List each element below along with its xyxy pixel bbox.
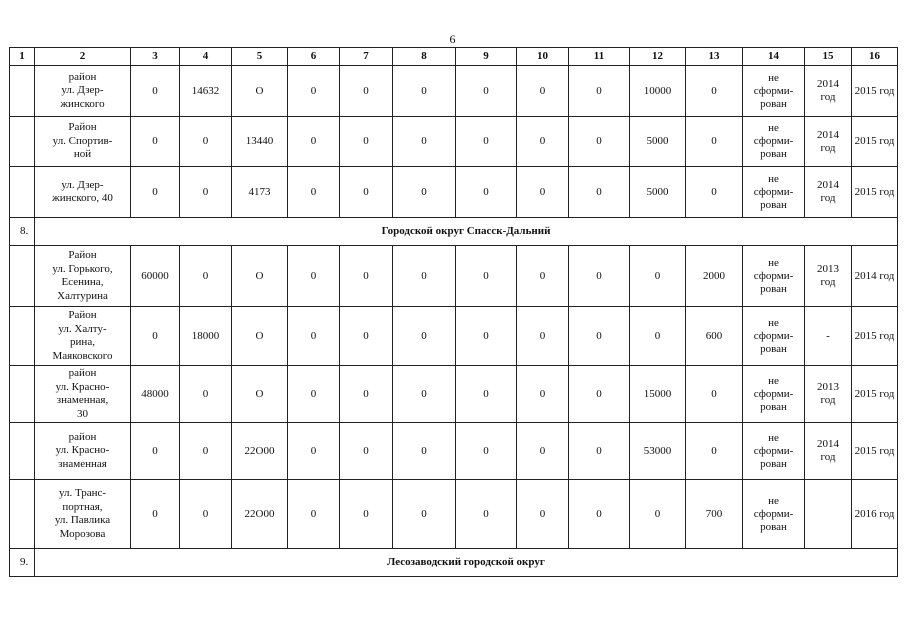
cell-line: 2014 — [817, 438, 839, 450]
row-number-cell — [10, 480, 35, 549]
cell-line: Район — [68, 309, 97, 321]
value-cell: 0 — [569, 246, 630, 307]
cell-line: район — [68, 367, 97, 379]
value-cell: 0 — [288, 480, 340, 549]
cell-line: сформи- — [753, 387, 794, 400]
value-cell: 10000 — [630, 66, 686, 117]
value-cell: 0 — [456, 366, 517, 423]
cell-line: 2014 — [817, 179, 839, 191]
value-cell: 60000 — [131, 246, 180, 307]
value-cell: 0 — [131, 423, 180, 480]
year-end-cell: 2014 год — [852, 246, 898, 307]
value-cell: 0 — [131, 117, 180, 167]
cell-line: рован — [760, 342, 787, 355]
column-header: 15 — [805, 48, 852, 66]
cell-line: ул. Красно- — [55, 380, 110, 393]
value-cell: 0 — [686, 117, 743, 167]
year-start-cell — [805, 366, 852, 423]
year-start-cell — [805, 307, 852, 366]
year-end-cell: 2015 год — [852, 66, 898, 117]
cell-line: Район — [68, 249, 97, 261]
value-cell: 0 — [393, 167, 456, 218]
cell-line: рован — [760, 520, 787, 533]
value-cell: 48000 — [131, 366, 180, 423]
value-cell: 0 — [180, 423, 232, 480]
column-header: 8 — [393, 48, 456, 66]
cell-line: ул. Халту- — [58, 322, 107, 335]
column-header: 9 — [456, 48, 517, 66]
cell-line: рован — [760, 457, 787, 470]
column-header: 2 — [35, 48, 131, 66]
value-cell: 0 — [288, 246, 340, 307]
cell-line: сформи- — [753, 269, 794, 282]
row-number-cell — [10, 117, 35, 167]
value-cell: 0 — [131, 167, 180, 218]
row-number-cell — [10, 246, 35, 307]
cell-line: не — [768, 494, 779, 507]
value-cell: 22О00 — [232, 423, 288, 480]
row-number-cell — [10, 167, 35, 218]
value-cell: О — [232, 366, 288, 423]
section-row — [10, 549, 898, 577]
value-cell: 53000 — [630, 423, 686, 480]
cell-line: не — [768, 431, 779, 444]
status-cell — [743, 167, 805, 218]
value-cell: 0 — [393, 480, 456, 549]
cell-line: сформи- — [753, 444, 794, 457]
cell-line: не — [768, 71, 779, 84]
value-cell: 4173 — [232, 167, 288, 218]
value-cell: 0 — [131, 66, 180, 117]
value-cell: 22О00 — [232, 480, 288, 549]
column-header: 6 — [288, 48, 340, 66]
value-cell: 0 — [393, 366, 456, 423]
value-cell: 600 — [686, 307, 743, 366]
value-cell: 0 — [288, 66, 340, 117]
value-cell: 0 — [288, 366, 340, 423]
value-cell: 0 — [456, 246, 517, 307]
value-cell: 0 — [686, 366, 743, 423]
year-end-cell: 2015 год — [852, 366, 898, 423]
value-cell: 0 — [180, 480, 232, 549]
value-cell: 0 — [517, 117, 569, 167]
cell-line: год — [820, 451, 836, 463]
table-row — [10, 246, 898, 307]
value-cell: 0 — [517, 366, 569, 423]
year-start-cell — [805, 423, 852, 480]
status-cell — [743, 117, 805, 167]
section-title: Лесозаводский городской округ — [35, 549, 898, 577]
value-cell: 0 — [340, 246, 393, 307]
value-cell: 0 — [131, 480, 180, 549]
status-cell — [743, 480, 805, 549]
cell-line: ул. Спортив- — [52, 134, 113, 147]
value-cell: 0 — [456, 307, 517, 366]
value-cell: 15000 — [630, 366, 686, 423]
column-header: 14 — [743, 48, 805, 66]
value-cell: 0 — [630, 480, 686, 549]
cell-line: 2013 — [817, 381, 839, 393]
value-cell: 0 — [131, 307, 180, 366]
value-cell: О — [232, 66, 288, 117]
cell-line: Маяковского — [52, 349, 113, 362]
table-row — [10, 167, 898, 218]
value-cell: 0 — [288, 423, 340, 480]
column-header: 1 — [10, 48, 35, 66]
year-end-cell: 2015 год — [852, 307, 898, 366]
cell-line: ул. Павлика — [54, 514, 111, 526]
cell-line: ной — [73, 148, 92, 161]
value-cell: 0 — [517, 167, 569, 218]
status-cell — [743, 66, 805, 117]
cell-line: сформи- — [753, 84, 794, 97]
value-cell: 0 — [393, 423, 456, 480]
cell-line: ул. Дзер- — [61, 84, 104, 97]
column-header: 13 — [686, 48, 743, 66]
section-number: 9. — [10, 549, 35, 577]
value-cell: 0 — [569, 66, 630, 117]
year-start-cell — [805, 66, 852, 117]
cell-line: сформи- — [753, 329, 794, 342]
cell-line: сформи- — [753, 135, 794, 147]
value-cell: 18000 — [180, 307, 232, 366]
location-cell — [35, 167, 131, 218]
year-end-cell: 2016 год — [852, 480, 898, 549]
section-title: Городской округ Спасск-Дальний — [35, 218, 898, 246]
value-cell: 5000 — [630, 117, 686, 167]
cell-line: Есенина, — [61, 276, 104, 288]
year-start-cell — [805, 167, 852, 218]
cell-line: год — [820, 91, 836, 103]
value-cell: 0 — [517, 307, 569, 366]
header-row — [10, 48, 898, 66]
value-cell: 14632 — [180, 66, 232, 117]
cell-line: портная, — [62, 500, 103, 513]
table-row — [10, 480, 898, 549]
cell-line: район — [68, 70, 97, 83]
table-row — [10, 117, 898, 167]
cell-line: ул. Красно- — [55, 444, 110, 457]
value-cell: 0 — [180, 366, 232, 423]
cell-line: сформи- — [753, 507, 794, 520]
value-cell: 0 — [569, 167, 630, 218]
table-row — [10, 366, 898, 423]
status-cell — [743, 423, 805, 480]
cell-line: район — [68, 430, 97, 443]
column-header: 5 — [232, 48, 288, 66]
cell-line: ул. Транс- — [58, 487, 107, 499]
location-cell — [35, 246, 131, 307]
value-cell: 0 — [340, 423, 393, 480]
column-header: 3 — [131, 48, 180, 66]
table-row — [10, 307, 898, 366]
cell-line: 2014 — [817, 78, 839, 90]
value-cell: 0 — [288, 117, 340, 167]
value-cell: 0 — [517, 423, 569, 480]
cell-line: год — [820, 394, 836, 406]
value-cell: 0 — [393, 246, 456, 307]
cell-line: знаменная — [58, 457, 107, 470]
section-row — [10, 218, 898, 246]
value-cell: 0 — [340, 366, 393, 423]
value-cell: 0 — [517, 66, 569, 117]
cell-line: Район — [68, 121, 97, 134]
column-header: 16 — [852, 48, 898, 66]
status-cell — [743, 246, 805, 307]
value-cell: 0 — [686, 423, 743, 480]
value-cell: 0 — [180, 117, 232, 167]
year-end-cell: 2015 год — [852, 167, 898, 218]
location-cell — [35, 66, 131, 117]
location-cell — [35, 480, 131, 549]
cell-line: 2014 — [817, 128, 839, 141]
column-header: 10 — [517, 48, 569, 66]
row-number-cell — [10, 66, 35, 117]
value-cell: 2000 — [686, 246, 743, 307]
cell-line: не — [768, 122, 779, 134]
location-cell — [35, 366, 131, 423]
table-row — [10, 66, 898, 117]
status-cell — [743, 366, 805, 423]
value-cell: 0 — [393, 117, 456, 167]
cell-line: 2013 — [817, 263, 839, 275]
value-cell: О — [232, 246, 288, 307]
year-start-cell — [805, 246, 852, 307]
value-cell: 0 — [456, 66, 517, 117]
cell-line: год — [820, 141, 836, 154]
value-cell: 0 — [569, 117, 630, 167]
value-cell: 0 — [456, 423, 517, 480]
cell-line: рован — [760, 97, 787, 110]
value-cell: 0 — [393, 307, 456, 366]
cell-line: жинского, 40 — [52, 192, 113, 204]
table-row — [10, 423, 898, 480]
location-cell — [35, 307, 131, 366]
cell-line: 30 — [77, 407, 88, 420]
value-cell: 0 — [288, 167, 340, 218]
column-header: 4 — [180, 48, 232, 66]
value-cell: 0 — [393, 66, 456, 117]
value-cell: 0 — [340, 307, 393, 366]
cell-line: не — [768, 172, 779, 185]
value-cell: 0 — [180, 167, 232, 218]
cell-line: рован — [760, 282, 787, 295]
value-cell: 0 — [340, 117, 393, 167]
year-start-cell — [805, 117, 852, 167]
section-number: 8. — [10, 218, 35, 246]
page-number: 6 — [449, 32, 456, 46]
value-cell: 5000 — [630, 167, 686, 218]
value-cell: 0 — [456, 117, 517, 167]
value-cell: 0 — [517, 480, 569, 549]
value-cell: 0 — [569, 366, 630, 423]
location-cell — [35, 117, 131, 167]
cell-line: знаменная, — [56, 394, 109, 406]
value-cell: 0 — [180, 246, 232, 307]
value-cell: 0 — [340, 167, 393, 218]
row-number-cell — [10, 423, 35, 480]
value-cell: 0 — [686, 66, 743, 117]
column-header: 7 — [340, 48, 393, 66]
cell-line: год — [820, 192, 836, 204]
value-cell: 0 — [456, 167, 517, 218]
cell-line: рина, — [70, 336, 95, 348]
value-cell: 0 — [340, 66, 393, 117]
row-number-cell — [10, 366, 35, 423]
cell-line: рован — [760, 198, 787, 211]
value-cell: 0 — [569, 480, 630, 549]
cell-line: ул. Горького, — [52, 262, 113, 275]
cell-line: Халтурина — [57, 289, 108, 302]
cell-line: не — [768, 316, 779, 329]
value-cell: 13440 — [232, 117, 288, 167]
location-cell — [35, 423, 131, 480]
value-cell: 0 — [630, 246, 686, 307]
value-cell: О — [232, 307, 288, 366]
value-cell: 0 — [517, 246, 569, 307]
cell-line: жинского — [60, 97, 105, 110]
value-cell: 700 — [686, 480, 743, 549]
value-cell: 0 — [686, 167, 743, 218]
value-cell: 0 — [340, 480, 393, 549]
cell-line: не — [768, 374, 779, 387]
year-start-cell — [805, 480, 852, 549]
cell-line: рован — [760, 400, 787, 413]
value-cell: 0 — [569, 307, 630, 366]
value-cell: 0 — [569, 423, 630, 480]
value-cell: 0 — [288, 307, 340, 366]
value-cell: 0 — [456, 480, 517, 549]
row-number-cell — [10, 307, 35, 366]
value-cell: 0 — [630, 307, 686, 366]
year-end-cell: 2015 год — [852, 423, 898, 480]
column-header: 11 — [569, 48, 630, 66]
cell-line: ул. Дзер- — [61, 178, 104, 191]
cell-line: год — [820, 276, 836, 288]
data-table — [9, 47, 898, 577]
cell-line: - — [826, 329, 830, 342]
column-header: 12 — [630, 48, 686, 66]
cell-line: рован — [760, 148, 787, 160]
cell-line: сформи- — [753, 185, 794, 198]
cell-line: не — [768, 256, 779, 269]
year-end-cell: 2015 год — [852, 117, 898, 167]
status-cell — [743, 307, 805, 366]
cell-line: Морозова — [59, 527, 106, 540]
